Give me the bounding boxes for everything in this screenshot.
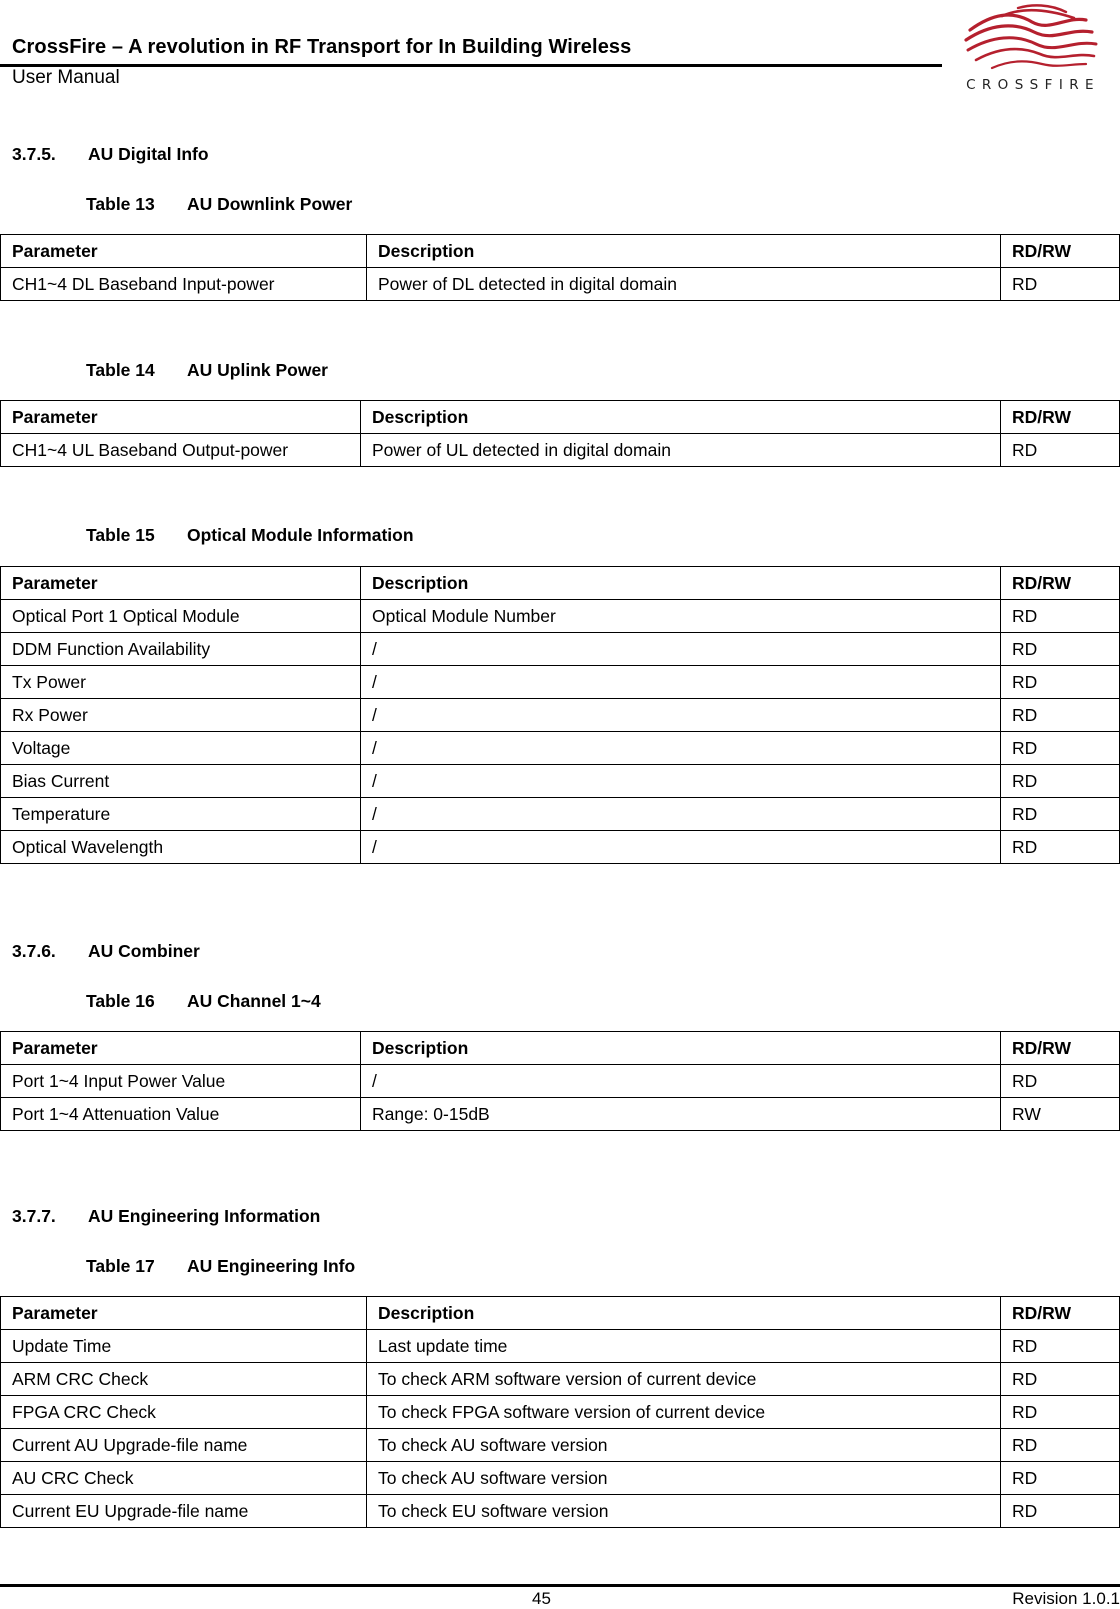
cell-description: Power of UL detected in digital domain [361, 434, 1001, 467]
cell-parameter: Optical Wavelength [1, 831, 361, 864]
table-header-row [1, 401, 1120, 434]
cell-parameter: FPGA CRC Check [1, 1396, 367, 1429]
cell-parameter: CH1~4 UL Baseband Output-power [1, 434, 361, 467]
header-rdrw: RD/RW [1001, 401, 1120, 434]
table-au-channel [0, 1031, 1120, 1131]
cell-rdrw: RD [1001, 633, 1120, 666]
table-caption-15 [86, 525, 414, 546]
section-number: 3.7.6. [12, 941, 56, 961]
cell-rdrw: RD [1001, 1330, 1120, 1363]
table-caption-17 [86, 1256, 355, 1277]
section-heading-au-digital-info [12, 144, 209, 165]
table-caption-14 [86, 360, 328, 381]
cell-description: To check ARM software version of current device [367, 1363, 1001, 1396]
cell-description: / [361, 666, 1001, 699]
cell-parameter: Optical Port 1 Optical Module [1, 600, 361, 633]
header-description: Description [367, 1297, 1001, 1330]
cell-parameter: Current EU Upgrade-file name [1, 1495, 367, 1528]
table-caption-13 [86, 194, 352, 215]
section-title: AU Digital Info [88, 144, 209, 164]
table-row [1, 600, 1120, 633]
cell-description: / [361, 831, 1001, 864]
table-caption-title: AU Channel 1~4 [187, 991, 321, 1011]
cell-parameter: Port 1~4 Attenuation Value [1, 1098, 361, 1131]
cell-description: Optical Module Number [361, 600, 1001, 633]
section-number: 3.7.5. [12, 144, 56, 164]
cell-description: / [361, 798, 1001, 831]
table-caption-number: Table 16 [86, 991, 155, 1011]
cell-description: Last update time [367, 1330, 1001, 1363]
cell-parameter: ARM CRC Check [1, 1363, 367, 1396]
header-parameter: Parameter [1, 1297, 367, 1330]
table-row [1, 765, 1120, 798]
section-number: 3.7.7. [12, 1206, 56, 1226]
table-caption-title: AU Uplink Power [187, 360, 328, 380]
cell-description: / [361, 1065, 1001, 1098]
cell-rdrw: RD [1001, 1495, 1120, 1528]
cell-parameter: Port 1~4 Input Power Value [1, 1065, 361, 1098]
table-row [1, 1462, 1120, 1495]
header-rdrw: RD/RW [1001, 235, 1120, 268]
table-caption-title: AU Engineering Info [187, 1256, 356, 1276]
cell-rdrw: RD [1001, 831, 1120, 864]
table-caption-number: Table 13 [86, 194, 155, 214]
cell-rdrw: RD [1001, 765, 1120, 798]
cell-description: To check EU software version [367, 1495, 1001, 1528]
table-row [1, 732, 1120, 765]
cell-parameter: Temperature [1, 798, 361, 831]
table-row [1, 1330, 1120, 1363]
cell-parameter: Voltage [1, 732, 361, 765]
cell-parameter: Rx Power [1, 699, 361, 732]
table-au-uplink-power [0, 400, 1120, 467]
document-subtitle: User Manual [12, 67, 120, 88]
table-row [1, 699, 1120, 732]
cell-rdrw: RD [1001, 434, 1120, 467]
cell-rdrw: RD [1001, 600, 1120, 633]
section-title: AU Engineering Information [88, 1206, 321, 1226]
section-heading-au-engineering-information [12, 1206, 320, 1227]
cell-rdrw: RD [1001, 268, 1120, 301]
table-header-row [1, 235, 1120, 268]
table-optical-module-information [0, 566, 1120, 864]
table-row [1, 268, 1120, 301]
cell-description: To check FPGA software version of current device [367, 1396, 1001, 1429]
header-parameter: Parameter [1, 235, 367, 268]
header-parameter: Parameter [1, 567, 361, 600]
table-caption-number: Table 15 [86, 525, 155, 545]
section-title: AU Combiner [88, 941, 200, 961]
crossfire-logo [962, 0, 1104, 100]
cell-rdrw: RD [1001, 1396, 1120, 1429]
cell-rdrw: RD [1001, 699, 1120, 732]
header-rdrw: RD/RW [1001, 1297, 1120, 1330]
page-number: 45 [532, 1589, 551, 1608]
cell-rdrw: RD [1001, 798, 1120, 831]
table-row [1, 666, 1120, 699]
table-row [1, 633, 1120, 666]
cell-rdrw: RD [1001, 1462, 1120, 1495]
cell-rdrw: RD [1001, 1065, 1120, 1098]
header-parameter: Parameter [1, 1032, 361, 1065]
cell-description: / [361, 633, 1001, 666]
cell-parameter: Tx Power [1, 666, 361, 699]
header-parameter: Parameter [1, 401, 361, 434]
table-row [1, 1396, 1120, 1429]
table-row [1, 1363, 1120, 1396]
table-row [1, 434, 1120, 467]
cell-parameter: AU CRC Check [1, 1462, 367, 1495]
table-row [1, 1429, 1120, 1462]
crossfire-logo-mark [962, 0, 1104, 100]
cell-description: To check AU software version [367, 1429, 1001, 1462]
table-row [1, 1065, 1120, 1098]
table-caption-16 [86, 991, 321, 1012]
cell-description: Range: 0-15dB [361, 1098, 1001, 1131]
table-au-engineering-info [0, 1296, 1120, 1528]
table-row [1, 1098, 1120, 1131]
cell-parameter: DDM Function Availability [1, 633, 361, 666]
logo-wordmark: CROSSFIRE [966, 77, 1100, 93]
table-row [1, 1495, 1120, 1528]
cell-parameter: Bias Current [1, 765, 361, 798]
revision-label: Revision 1.0.1 [1012, 1589, 1120, 1608]
table-header-row [1, 1032, 1120, 1065]
table-caption-number: Table 17 [86, 1256, 155, 1276]
table-row [1, 798, 1120, 831]
header-description: Description [367, 235, 1001, 268]
table-au-downlink-power [0, 234, 1120, 301]
cell-description: / [361, 699, 1001, 732]
cell-description: / [361, 732, 1001, 765]
cell-description: Power of DL detected in digital domain [367, 268, 1001, 301]
cell-parameter: CH1~4 DL Baseband Input-power [1, 268, 367, 301]
header-description: Description [361, 1032, 1001, 1065]
header-rdrw: RD/RW [1001, 1032, 1120, 1065]
document-title: CrossFire – A revolution in RF Transport for In Building Wireless [12, 36, 632, 58]
section-heading-au-combiner [12, 941, 200, 962]
header-rule [0, 64, 942, 67]
cell-parameter: Current AU Upgrade-file name [1, 1429, 367, 1462]
table-row [1, 831, 1120, 864]
table-caption-title: AU Downlink Power [187, 194, 353, 214]
header-rdrw: RD/RW [1001, 567, 1120, 600]
header-description: Description [361, 567, 1001, 600]
cell-description: To check AU software version [367, 1462, 1001, 1495]
footer-rule [0, 1584, 1120, 1587]
cell-rdrw: RD [1001, 666, 1120, 699]
cell-description: / [361, 765, 1001, 798]
table-header-row [1, 567, 1120, 600]
cell-parameter: Update Time [1, 1330, 367, 1363]
cell-rdrw: RD [1001, 1429, 1120, 1462]
cell-rdrw: RD [1001, 732, 1120, 765]
table-caption-number: Table 14 [86, 360, 155, 380]
table-caption-title: Optical Module Information [187, 525, 414, 545]
cell-rdrw: RD [1001, 1363, 1120, 1396]
cell-rdrw: RW [1001, 1098, 1120, 1131]
header-description: Description [361, 401, 1001, 434]
table-header-row [1, 1297, 1120, 1330]
